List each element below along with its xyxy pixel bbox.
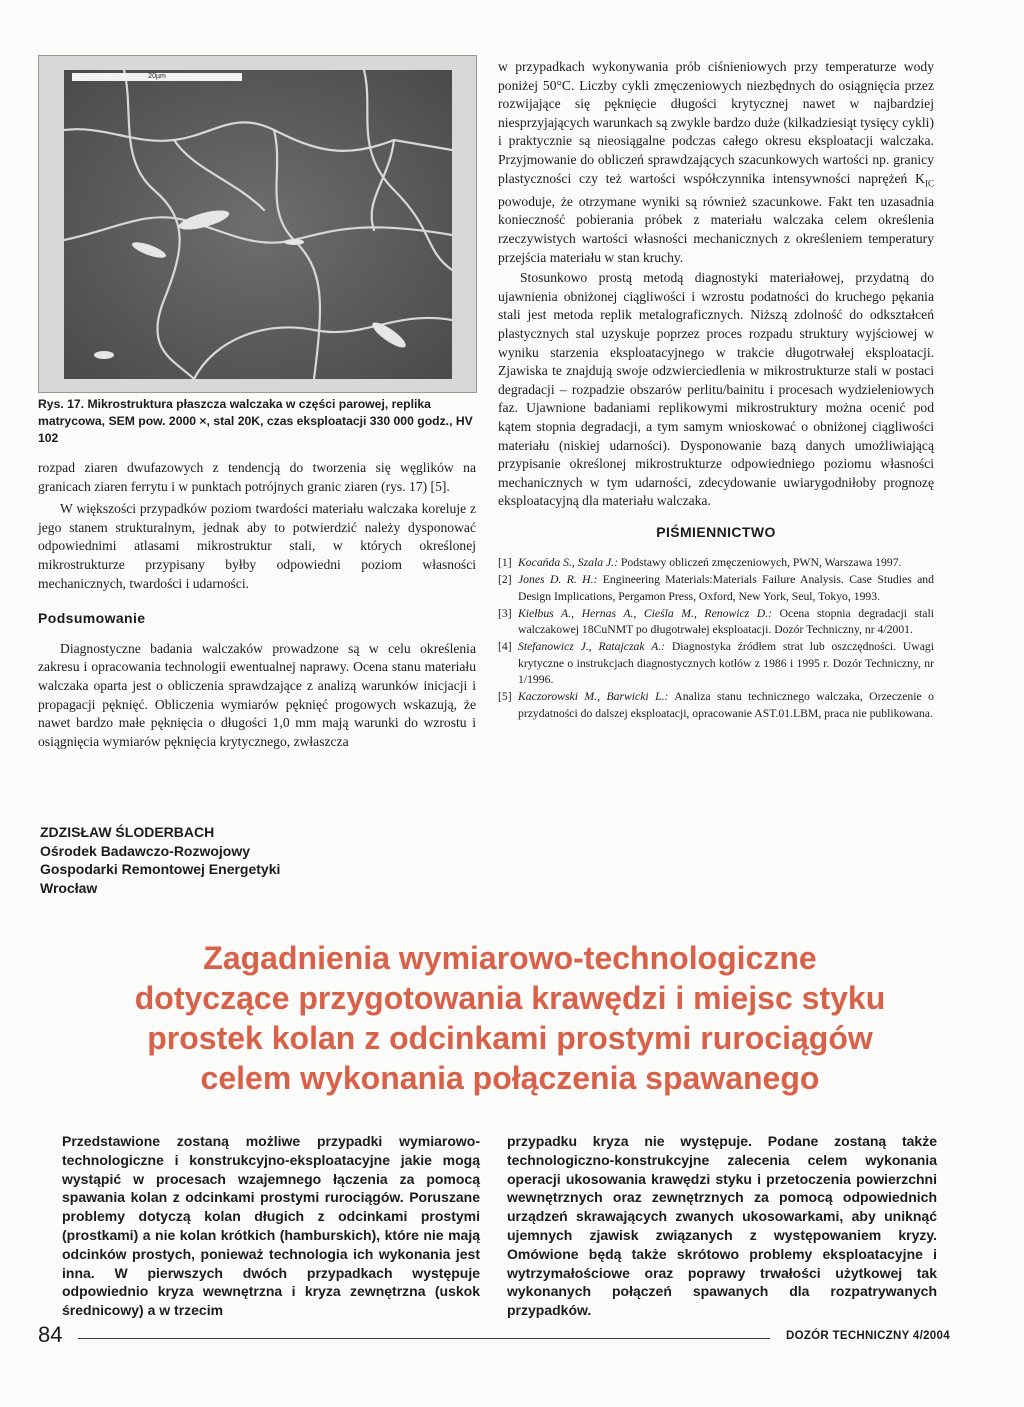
- title-line: prostek kolan z odcinkami prostymi rurociągów: [147, 1020, 873, 1056]
- reference-item: [2] Jones D. R. H.: Engineering Materials:Materials Failure Analysis. Case Studies and Design Implications, Pergamon Press, Oxford, New York, Seul, Tokyo, 1993.: [498, 573, 934, 603]
- right-paragraph-2: Stosunkowo prostą metodą diagnostyki materiałowej, przydatną do ujawnienia obniżonej ciągliwości i wzrostu podatności do kruchego pękania stali jest metoda replik metalograficznych. Niższą zdolność do odkształceń plastycznych stal uzyskuje poprzez proces rozpadu struktury wyjściowej w wyniku starzenia eksploatacyjnego w trakcie długotrwałej eksploatacji. Zjawiska te znajdują swoje odzwierciedlenia w mikrostrukturze stali w postaci degradacji – rozpadzie obszarów perlitu/bainitu i procesach wydzieleniowych faz. Ujawnione badaniami replikowymi mikrostruktury można ocenić pod kątem stopnia degradacji, a tym samym wnioskować o obniżonej ciągliwości materiału (niskiej udarności). Dysponowanie bazą danych umożliwiającą przypisanie określonej mikrostrukturze odpowiedniego poziomu własności mechanicznych w tym udarności, zdecydowanie uwiarygodniłoby prognozę eksploatacyjną dla materiału walczaka.: [498, 270, 934, 509]
- author-name: ZDZISŁAW ŚLODERBACH: [40, 824, 215, 840]
- title-line: Zagadnienia wymiarowo-technologiczne: [203, 940, 817, 976]
- grain-boundaries-drawing: [64, 70, 452, 379]
- kic-subscript: IC: [925, 178, 934, 189]
- article-title: [80, 938, 940, 1098]
- sem-micrograph: [38, 55, 477, 393]
- title-line: celem wykonania połączenia spawanego: [200, 1060, 820, 1096]
- right-paragraph-1b: powoduje, że otrzymane wyniki są również szacunkowe. Fakt ten uzasadnia konieczność pobierania próbek z materiału walczaka celem określenia rzeczywistych wartości własności mechanicznych z określeniem temperatury przejścia materiału w stan kruchy.: [498, 193, 934, 265]
- footer-rule: [78, 1338, 770, 1339]
- reference-item: [4] Stefanowicz J., Ratajczak A.: Diagnostyka źródłem strat lub oszczędności. Uwagi krytyczne o instrukcjach diagnostycznych kotłów z 1986 i 1995 r. Dozór Techniczny, nr 1/1996.: [498, 640, 934, 687]
- abstract-right: przypadku kryza nie występuje. Podane zostaną także technologiczno-konstrukcyjne zalecenia celem wykonania operacji ukosowania krawędzi styku i przetoczenia powierzchni wewnętrznych oraz zewnętrznych za pomocą odpowiednich urządzeń skrawających zwanych ukosowarkami, aby uniknąć ujemnych zjawisk związanych z występowaniem kryzy. Omówione będą także skrótowo problemy eksploatacyjne i wytrzymałościowe oraz poprawy trwałości użytkowej tak wykonanych połączeń spawanych dla rozpatrywanych przypadków.: [507, 1133, 937, 1319]
- reference-item: [1] Kocańda S., Szala J.: Podstawy obliczeń zmęczeniowych, PWN, Warszawa 1997.: [498, 556, 902, 569]
- author-block: [40, 823, 280, 897]
- reference-item: [3] Kiełbus A., Hernas A., Cieśla M., Renowicz D.: Ocena stopnia degradacji stali walczakowej 18CuNMT po długotrwałej eksploatacji. Dozór Techniczny, nr 4/2001.: [498, 606, 934, 637]
- right-column: [498, 58, 934, 511]
- author-affiliation-2: Gospodarki Remontowej Energetyki: [40, 861, 281, 877]
- left-paragraph-1: rozpad ziaren dwufazowych z tendencją do tworzenia się węglików na granicach ziaren ferrytu i w punktach potrójnych granic ziaren (rys. 17) [5].: [38, 460, 476, 494]
- title-line: dotyczące przygotowania krawędzi i miejsc styku: [134, 980, 886, 1016]
- right-paragraph-1: [498, 58, 934, 267]
- reference-item: [5] Kaczorowski M., Barwicki L.: Analiza stanu technicznego walczaka, Orzeczenie o przydatności do dalszej eksploatacji, opracowanie AST.01.LBM, praca nie publikowana.: [498, 690, 934, 720]
- scale-bar: 20µm: [72, 73, 242, 81]
- left-column: [38, 459, 476, 751]
- left-paragraph-2: W większości przypadków poziom twardości materiału walczaka koreluje z jego stanem strukturalnym, jednak aby to potwierdzić należy dysponować odpowiednimi atlasami mikrostruktur stali, w których określonej mikrostrukturze przypisany byłby odpowiedni poziom własności mechanicznych, twardości i udarności.: [38, 501, 476, 591]
- page-number: 84: [38, 1322, 63, 1347]
- journal-name: DOZÓR TECHNICZNY 4/2004: [786, 1330, 950, 1342]
- references-list: [498, 555, 934, 723]
- summary-heading: Podsumowanie: [38, 610, 146, 627]
- right-paragraph-1a: w przypadkach wykonywania prób ciśnieniowych przy temperaturze wody poniżej 50°C. Liczby cykli zmęczeniowych niezbędnych do osiągnięcia przez rozwijające się pęknięcie długości krytycznej nawet w najbardziej niesprzyjających warunkach są zwykle bardzo duże (kilkadziesiąt tysięcy cykli) i praktycznie są nieosiągalne podczas całego okresu eksploatacji walczaka. Przyjmowanie do obliczeń sprawdzających szacunkowych wartości np. granicy plastyczności czy też wartości współczynnika intensywności naprężeń K: [498, 59, 934, 186]
- author-affiliation-1: Ośrodek Badawczo-Rozwojowy: [40, 842, 251, 859]
- micrograph-image: [64, 70, 452, 379]
- references-heading: PIŚMIENNICTWO: [656, 524, 776, 540]
- figure-caption: Rys. 17. Mikrostruktura płaszcza walczaka w części parowej, replika matrycowa, SEM pow. 2000 ×, stal 20K, czas eksploatacji 330 000 godz., HV 102: [38, 397, 473, 445]
- left-paragraph-3: Diagnostyczne badania walczaków prowadzone są w celu określenia zakresu i opracowania technologii ewentualnej naprawy. Ocena stanu materiału walczaka oparta jest o obliczenia sprawdzające z analizą warunków inicjacji i propagacji pęknięć. Obliczenia wymiarów pęknięć progowych wskazują, że nawet bardzo małe pęknięcia o długości 1,0 mm mają warunki do wzrostu i osiągnięcia wymiarów pęknięcia krytycznego, zwłaszcza: [38, 640, 476, 749]
- abstract-left: Przedstawione zostaną możliwe przypadki wymiarowo-technologiczne i konstrukcyjno-eksploatacyjne jakie mogą wystąpić w procesach wzajemnego łączenia za pomocą spawania kolan z odcinkami prostymi rurociągów. Poruszane problemy dotyczą kolan długich z odcinkami prostymi (prostkami) a nie kolan krótkich (hamburskich), które nie mają odcinków prostych, ponieważ technologia ich wykonania jest inna. W pierwszych dwóch przypadkach występuje odpowiednio kryza wewnętrzna i kryza zewnętrzna (uskok średnicowy) a w trzecim: [62, 1133, 480, 1319]
- author-city: Wrocław: [40, 879, 98, 896]
